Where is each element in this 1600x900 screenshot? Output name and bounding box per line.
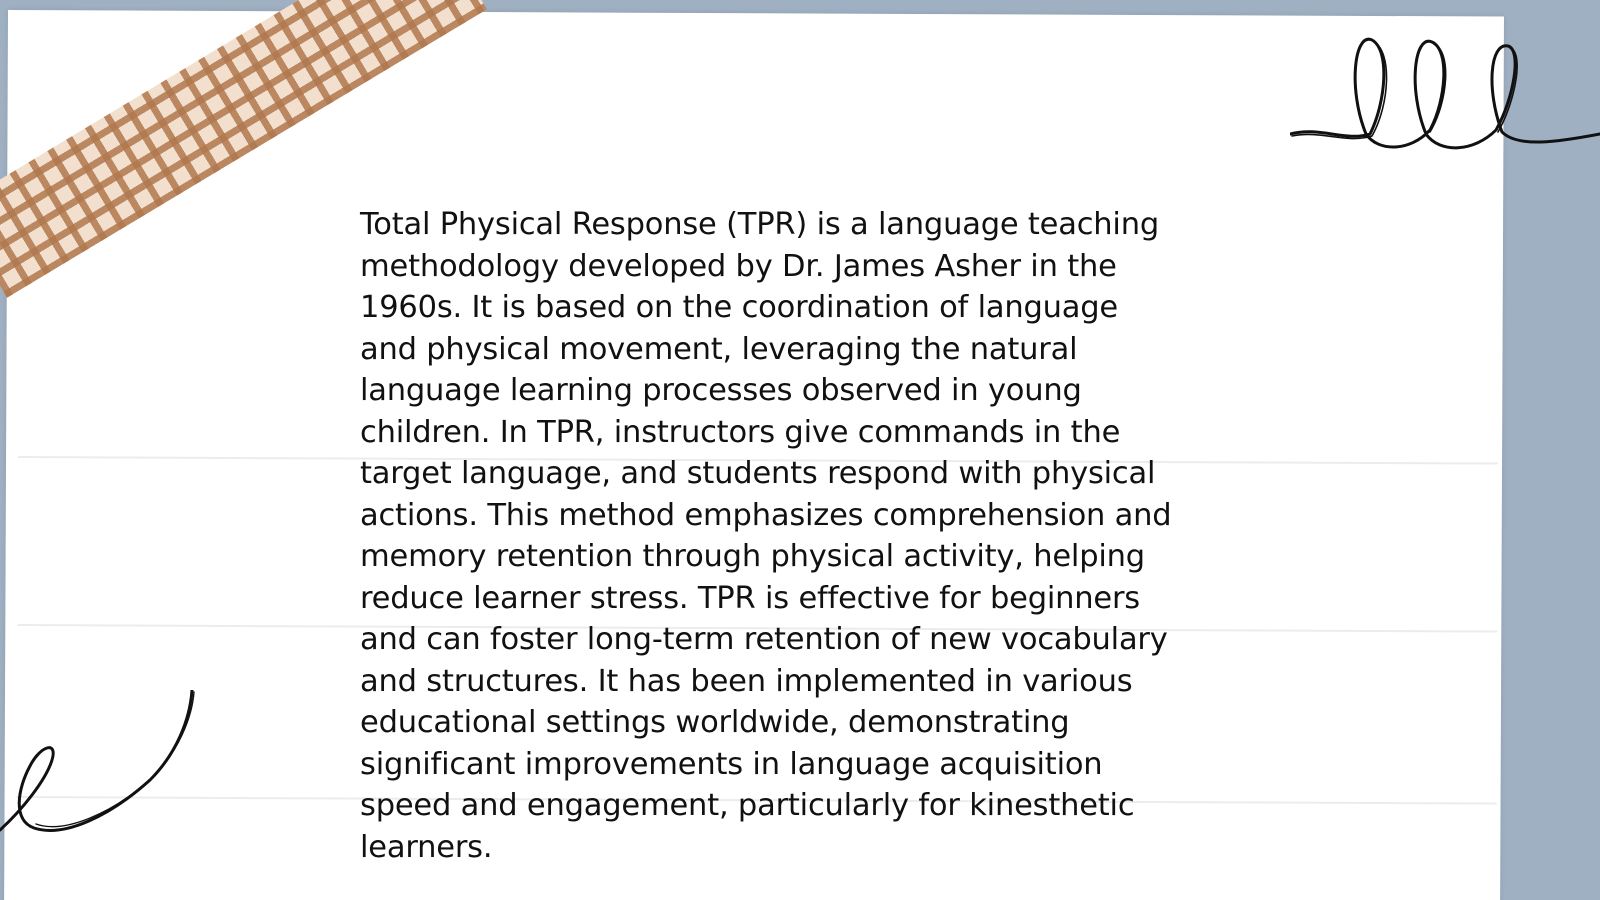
body-paragraph: Total Physical Response (TPR) is a language teaching methodology developed by Dr. James Asher in the 1960s. It is based on the coordination of language and physical movement, leveraging the natural language learning processes observed in young children. In TPR, instructors give commands in the target language, and students respond with physical actions. This method emphasizes comprehension and memory retention through physical activity, helping reduce learner stress. TPR is effective for beginners and can foster long-term retention of new vocabulary and structures. It has been implemented in various educational settings worldwide, demonstrating significant improvements in language acquisition speed and engagement, particularly for kinesthetic learners.: [360, 207, 1172, 865]
